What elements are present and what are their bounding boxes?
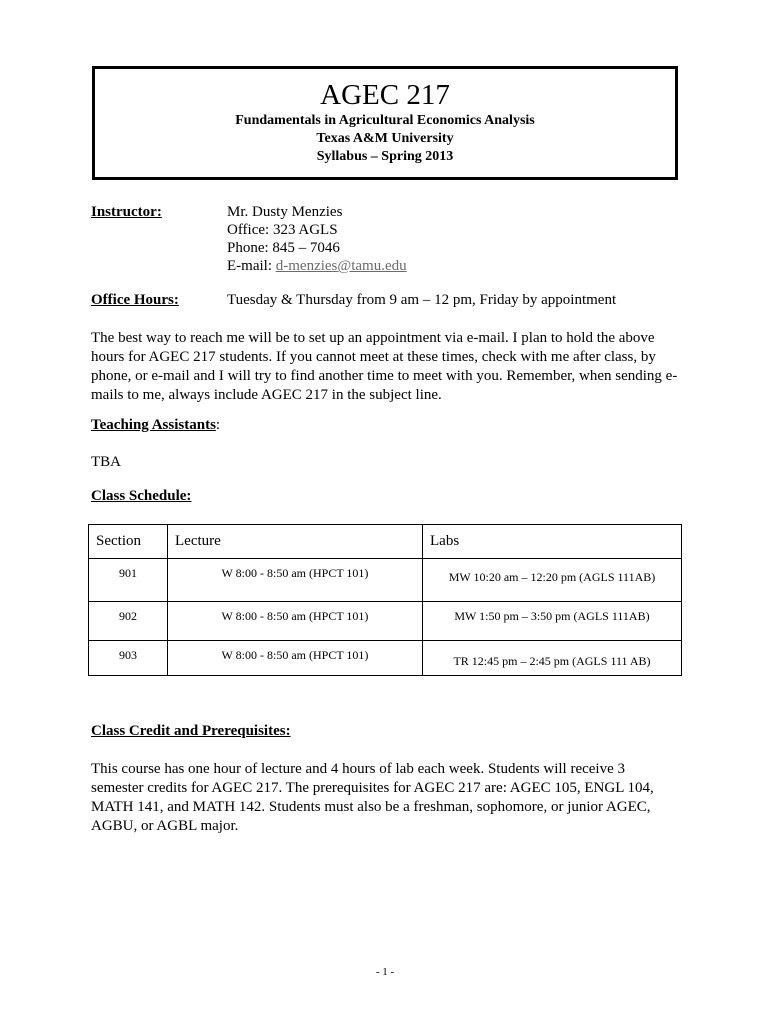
email-prefix: E-mail: [227, 258, 272, 274]
labs-cell: TR 12:45 pm – 2:45 pm (AGLS 111 AB) [423, 641, 682, 676]
section-cell: 901 [89, 559, 168, 602]
table-row [89, 559, 682, 602]
instructor-office: Office: 323 AGLS [227, 222, 338, 238]
table-row [89, 602, 682, 641]
class-schedule-label: Class Schedule: [91, 488, 192, 504]
course-title: Fundamentals in Agricultural Economics Analysis [235, 113, 535, 128]
course-code: AGEC 217 [320, 79, 450, 111]
instructor-name: Mr. Dusty Menzies [227, 204, 343, 220]
column-header-section: Section [89, 525, 168, 559]
contact-paragraph: The best way to reach me will be to set up an appointment via e-mail. I plan to hold the above hours for AGEC 217 students. If you cannot meet at these times, check with me after class, by phone, or e-mail and I will try to find another time to meet with you. Remember, when sending e-mails to me, always include AGEC 217 in the subject line. [91, 330, 678, 403]
page-number: - 1 - [375, 966, 395, 978]
credit-paragraph: This course has one hour of lecture and 4 hours of lab each week. Students will receive 3 semester credits for AGEC 217. The prerequisites for AGEC 217 are: AGEC 105, ENGL 104, MATH 141, and MATH 142. Students must also be a freshman, sophomore, or junior AGEC, AGBU, or AGBL major. [91, 761, 654, 834]
credit-label: Class Credit and Prerequisites: [91, 723, 291, 739]
teaching-assistants-colon: : [215, 417, 221, 433]
column-header-lecture: Lecture [168, 525, 423, 559]
teaching-assistants-heading [91, 417, 220, 434]
email-link[interactable]: d-menzies@tamu.edu [275, 258, 407, 274]
instructor-phone: Phone: 845 – 7046 [227, 240, 340, 256]
syllabus-term: Syllabus – Spring 2013 [316, 149, 454, 164]
instructor-email-row [227, 258, 407, 275]
office-hours-value: Tuesday & Thursday from 9 am – 12 pm, Friday by appointment [227, 292, 617, 308]
university-name: Texas A&M University [316, 131, 454, 146]
lecture-cell: W 8:00 - 8:50 am (HPCT 101) [168, 641, 423, 676]
instructor-label: Instructor: [91, 204, 162, 220]
teaching-assistants-value: TBA [91, 454, 121, 470]
schedule-table [88, 524, 682, 676]
office-hours-label: Office Hours: [91, 292, 179, 308]
lecture-cell: W 8:00 - 8:50 am (HPCT 101) [168, 602, 423, 641]
title-box [92, 66, 678, 180]
teaching-assistants-label: Teaching Assistants [91, 417, 216, 433]
labs-cell: MW 1:50 pm – 3:50 pm (AGLS 111AB) [423, 602, 682, 641]
table-header-row [89, 525, 682, 559]
section-cell: 903 [89, 641, 168, 676]
table-row [89, 641, 682, 676]
lecture-cell: W 8:00 - 8:50 am (HPCT 101) [168, 559, 423, 602]
section-cell: 902 [89, 602, 168, 641]
column-header-labs: Labs [423, 525, 682, 559]
labs-cell: MW 10:20 am – 12:20 pm (AGLS 111AB) [423, 559, 682, 602]
